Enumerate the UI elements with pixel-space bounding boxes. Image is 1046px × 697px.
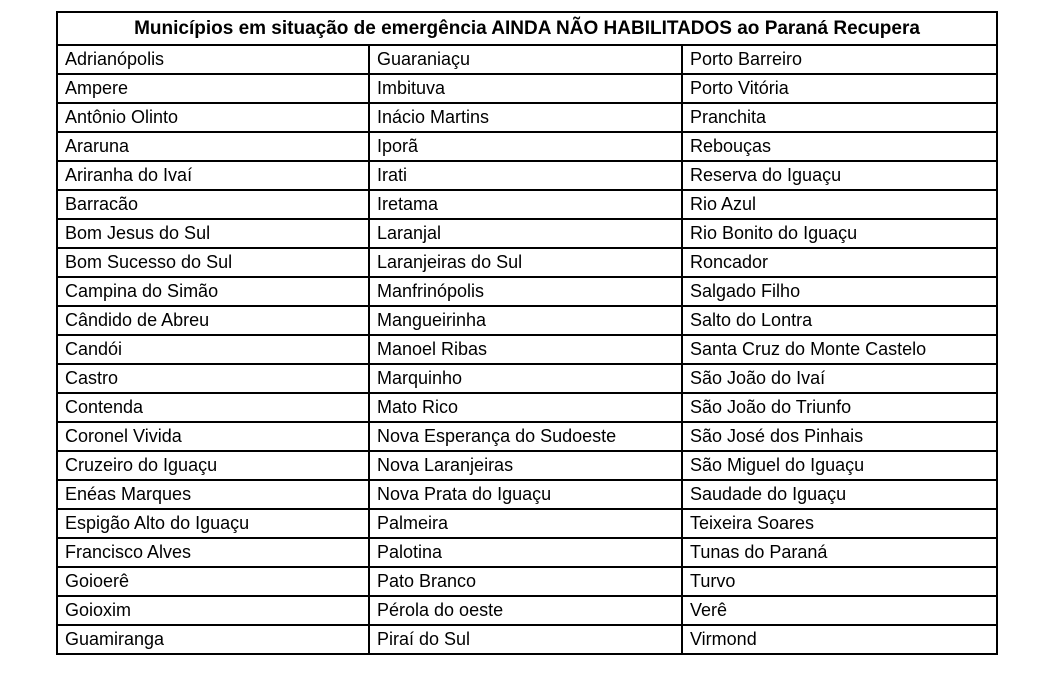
municipality-cell: Goioxim [57,596,369,625]
municipality-cell: Palmeira [369,509,682,538]
municipality-cell: Palotina [369,538,682,567]
municipality-cell: Roncador [682,248,997,277]
municipality-cell: São João do Ivaí [682,364,997,393]
municipality-cell: Candói [57,335,369,364]
table-row [57,219,997,248]
municipality-cell: Santa Cruz do Monte Castelo [682,335,997,364]
municipality-cell: Ariranha do Ivaí [57,161,369,190]
municipality-cell: Rio Azul [682,190,997,219]
table-row [57,596,997,625]
municipality-cell: Cruzeiro do Iguaçu [57,451,369,480]
municipality-cell: Cândido de Abreu [57,306,369,335]
municipality-cell: São José dos Pinhais [682,422,997,451]
municipality-cell: Salto do Lontra [682,306,997,335]
municipality-cell: Antônio Olinto [57,103,369,132]
table-title-row [57,12,997,45]
table-row [57,422,997,451]
municipality-cell: Rebouças [682,132,997,161]
table-row [57,277,997,306]
table-row [57,393,997,422]
table-row [57,451,997,480]
municipality-cell: Pérola do oeste [369,596,682,625]
municipality-cell: Marquinho [369,364,682,393]
municipality-cell: Irati [369,161,682,190]
municipality-cell: Porto Barreiro [682,45,997,74]
table-row [57,74,997,103]
municipality-cell: Laranjeiras do Sul [369,248,682,277]
municipality-cell: Iretama [369,190,682,219]
municipality-cell: Pranchita [682,103,997,132]
municipality-cell: Adrianópolis [57,45,369,74]
municipality-cell: Laranjal [369,219,682,248]
table-row [57,480,997,509]
municipality-cell: Bom Sucesso do Sul [57,248,369,277]
municipality-cell: Iporã [369,132,682,161]
municipality-cell: Salgado Filho [682,277,997,306]
municipality-cell: Teixeira Soares [682,509,997,538]
table-row [57,190,997,219]
municipality-cell: Ampere [57,74,369,103]
municipality-cell: Guamiranga [57,625,369,654]
table-row [57,161,997,190]
municipality-cell: Barracão [57,190,369,219]
municipality-cell: Virmond [682,625,997,654]
municipality-cell: Verê [682,596,997,625]
municipality-cell: Campina do Simão [57,277,369,306]
municipality-cell: Porto Vitória [682,74,997,103]
municipality-cell: Francisco Alves [57,538,369,567]
table-row [57,509,997,538]
table-row [57,132,997,161]
table-title: Municípios em situação de emergência AINDA NÃO HABILITADOS ao Paraná Recupera [57,12,997,45]
table-row [57,567,997,596]
table-row [57,306,997,335]
municipality-cell: Manoel Ribas [369,335,682,364]
municipality-cell: Bom Jesus do Sul [57,219,369,248]
municipality-cell: São João do Triunfo [682,393,997,422]
municipality-cell: Goioerê [57,567,369,596]
table-body [57,45,997,654]
municipality-cell: Pato Branco [369,567,682,596]
municipality-cell: Contenda [57,393,369,422]
municipality-cell: Turvo [682,567,997,596]
municipality-cell: Nova Esperança do Sudoeste [369,422,682,451]
municipality-cell: Manfrinópolis [369,277,682,306]
table-row [57,364,997,393]
municipality-cell: Inácio Martins [369,103,682,132]
municipality-cell: Enéas Marques [57,480,369,509]
municipality-cell: Reserva do Iguaçu [682,161,997,190]
municipality-cell: Guaraniaçu [369,45,682,74]
municipality-cell: Tunas do Paraná [682,538,997,567]
table-row [57,335,997,364]
municipality-cell: Mato Rico [369,393,682,422]
municipality-cell: Araruna [57,132,369,161]
municipality-cell: Nova Laranjeiras [369,451,682,480]
municipality-cell: Piraí do Sul [369,625,682,654]
table-row [57,625,997,654]
municipality-cell: Nova Prata do Iguaçu [369,480,682,509]
table-row [57,103,997,132]
municipalities-table [56,11,998,655]
municipality-cell: Castro [57,364,369,393]
table-row [57,538,997,567]
municipality-cell: Mangueirinha [369,306,682,335]
municipality-cell: Coronel Vivida [57,422,369,451]
municipality-cell: São Miguel do Iguaçu [682,451,997,480]
municipality-cell: Rio Bonito do Iguaçu [682,219,997,248]
municipality-cell: Saudade do Iguaçu [682,480,997,509]
municipality-cell: Imbituva [369,74,682,103]
municipality-cell: Espigão Alto do Iguaçu [57,509,369,538]
table-row [57,248,997,277]
table-row [57,45,997,74]
